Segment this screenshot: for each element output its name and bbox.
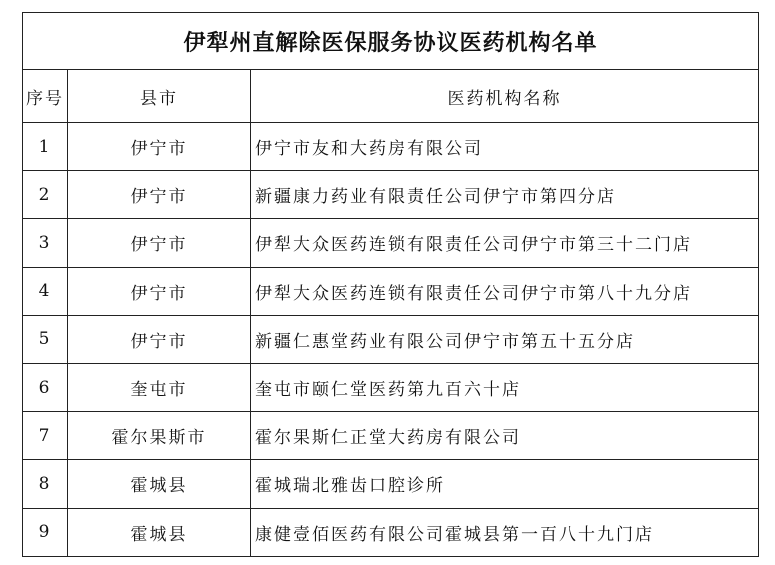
row-serial-number: 6	[23, 363, 68, 411]
institution-list-table	[22, 12, 759, 557]
row-serial-number: 5	[23, 315, 68, 363]
row-institution-name: 新疆康力药业有限责任公司伊宁市第四分店	[251, 171, 759, 219]
header-row	[23, 70, 758, 123]
row-institution-name: 伊犁大众医药连锁有限责任公司伊宁市第八十九分店	[251, 267, 759, 315]
row-serial-number: 7	[23, 412, 68, 460]
table-row	[23, 363, 758, 411]
row-county: 奎屯市	[68, 363, 251, 411]
row-institution-name: 康健壹佰医药有限公司霍城县第一百八十九门店	[251, 508, 759, 556]
table-row	[23, 508, 758, 556]
row-serial-number: 1	[23, 123, 68, 171]
row-county: 伊宁市	[68, 315, 251, 363]
row-serial-number: 8	[23, 460, 68, 508]
header-county: 县市	[68, 70, 251, 123]
table-row	[23, 123, 758, 171]
row-institution-name: 奎屯市颐仁堂医药第九百六十店	[251, 363, 759, 411]
row-serial-number: 3	[23, 219, 68, 267]
row-institution-name: 霍城瑞北雅齿口腔诊所	[251, 460, 759, 508]
row-serial-number: 9	[23, 508, 68, 556]
row-county: 伊宁市	[68, 123, 251, 171]
table-row	[23, 460, 758, 508]
table-row	[23, 219, 758, 267]
row-institution-name: 霍尔果斯仁正堂大药房有限公司	[251, 412, 759, 460]
table-row	[23, 315, 758, 363]
table-row	[23, 171, 758, 219]
row-institution-name: 伊犁大众医药连锁有限责任公司伊宁市第三十二门店	[251, 219, 759, 267]
table-row	[23, 412, 758, 460]
row-county: 霍尔果斯市	[68, 412, 251, 460]
row-institution-name: 伊宁市友和大药房有限公司	[251, 123, 759, 171]
row-institution-name: 新疆仁惠堂药业有限公司伊宁市第五十五分店	[251, 315, 759, 363]
row-county: 霍城县	[68, 460, 251, 508]
row-county: 霍城县	[68, 508, 251, 556]
row-county: 伊宁市	[68, 267, 251, 315]
row-serial-number: 2	[23, 171, 68, 219]
row-county: 伊宁市	[68, 171, 251, 219]
row-serial-number: 4	[23, 267, 68, 315]
table-title: 伊犁州直解除医保服务协议医药机构名单	[23, 13, 758, 70]
header-serial-number: 序号	[23, 70, 68, 123]
header-institution-name: 医药机构名称	[251, 70, 759, 123]
row-county: 伊宁市	[68, 219, 251, 267]
table-row	[23, 267, 758, 315]
institution-table	[23, 70, 758, 556]
